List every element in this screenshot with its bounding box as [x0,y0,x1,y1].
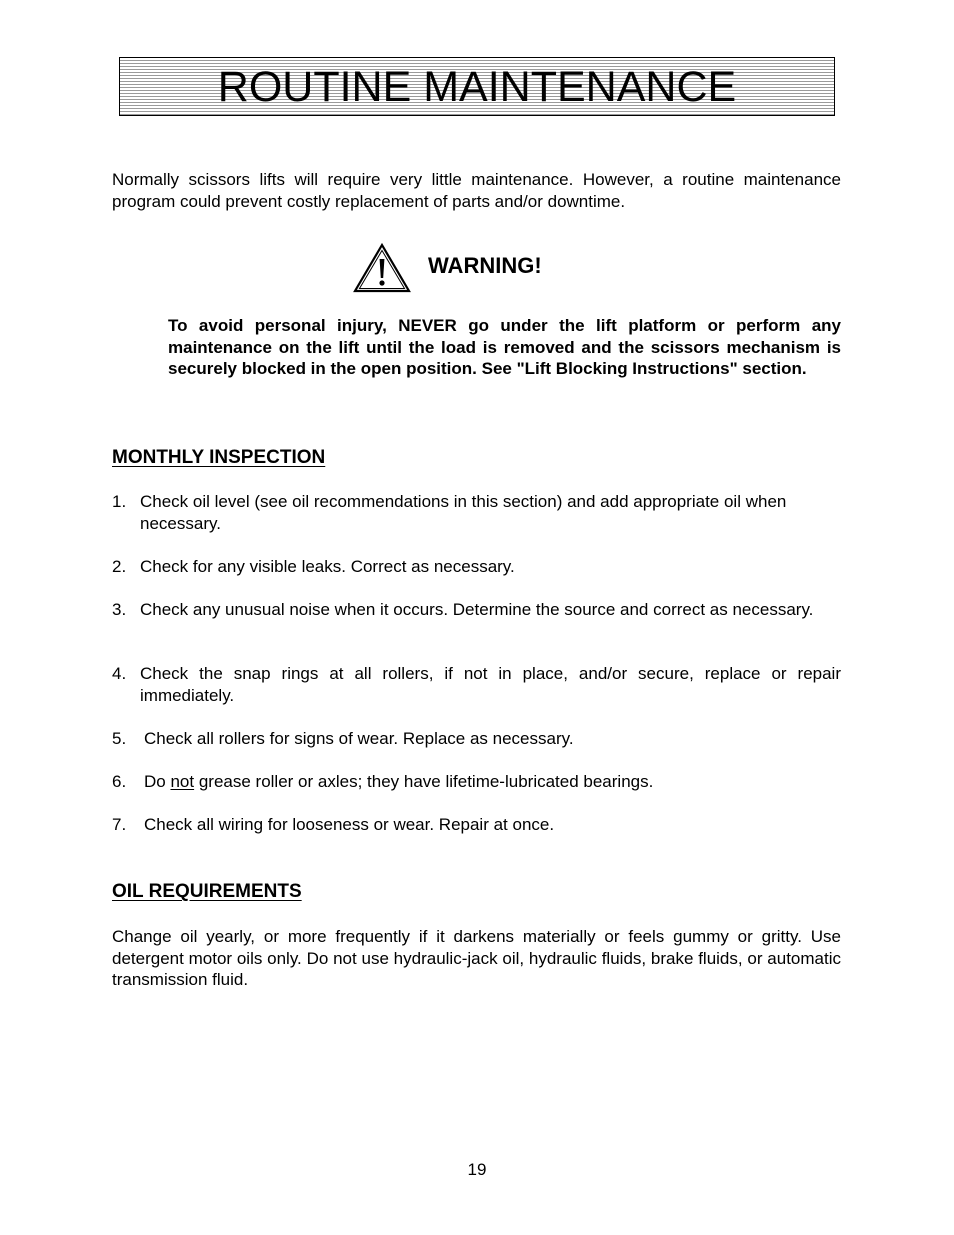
list-item [112,814,841,836]
intro-paragraph: Normally scissors lifts will require very little maintenance. However, a routine maintenance program could prevent costly replacement of parts and/or downtime. [112,170,841,211]
warning-triangle-icon [352,242,412,294]
list-item [112,556,841,578]
warning-text: To avoid personal injury, NEVER go under the lift platform or perform any maintenance on the lift until the load is removed and the scissors mechanism is securely blocked in the open position. See "Lift Blocking Instructions" section. [168,316,841,378]
list-item [112,599,841,621]
list-item-text: Check all wiring for looseness or wear. Repair at once. [144,815,555,834]
list-item-number: 6. [112,772,127,791]
list-item [112,491,841,534]
list-item [112,771,841,793]
list-item-number: 4. [112,664,127,683]
list-item [112,663,841,706]
list-item-number: 7. [112,815,127,834]
list-item-text: Check for any visible leaks. Correct as necessary. [140,557,515,576]
list-item-number: 5. [112,729,127,748]
list-item-number: 2. [112,557,127,576]
monthly-inspection-heading: MONTHLY INSPECTION [112,447,326,468]
list-item-text: Check all rollers for signs of wear. Replace as necessary. [144,729,574,748]
list-item [112,728,841,750]
list-item-text [144,771,841,793]
page-number: 19 [467,1160,487,1179]
list-item-text-post: grease roller or axles; they have lifetime-lubricated bearings. [194,772,654,791]
list-item-text: Check any unusual noise when it occurs. Determine the source and correct as necessary. [140,600,814,619]
warning-header [352,242,542,294]
page-title: ROUTINE MAINTENANCE [217,63,737,111]
list-item-text: Check oil level (see oil recommendations in this section) and add appropriate oil when necessary. [140,492,787,533]
emphasis-not: not [170,772,195,791]
list-item-number: 1. [112,492,127,511]
oil-requirements-paragraph: Change oil yearly, or more frequently if it darkens materially or feels gummy or gritty. Use detergent motor oils only. Do not use hydraulic-jack oil, hydraulic fluids, brake fluids, or automatic transmission fluid. [112,927,841,989]
list-item-text: Check the snap rings at all rollers, if not in place, and/or secure, replace or repair immediately. [140,664,841,705]
oil-requirements-heading: OIL REQUIREMENTS [112,881,302,902]
list-item-number: 3. [112,600,127,619]
title-banner [119,57,835,116]
list-item-text-pre: Do [144,772,171,791]
warning-label: WARNING! [428,253,542,278]
